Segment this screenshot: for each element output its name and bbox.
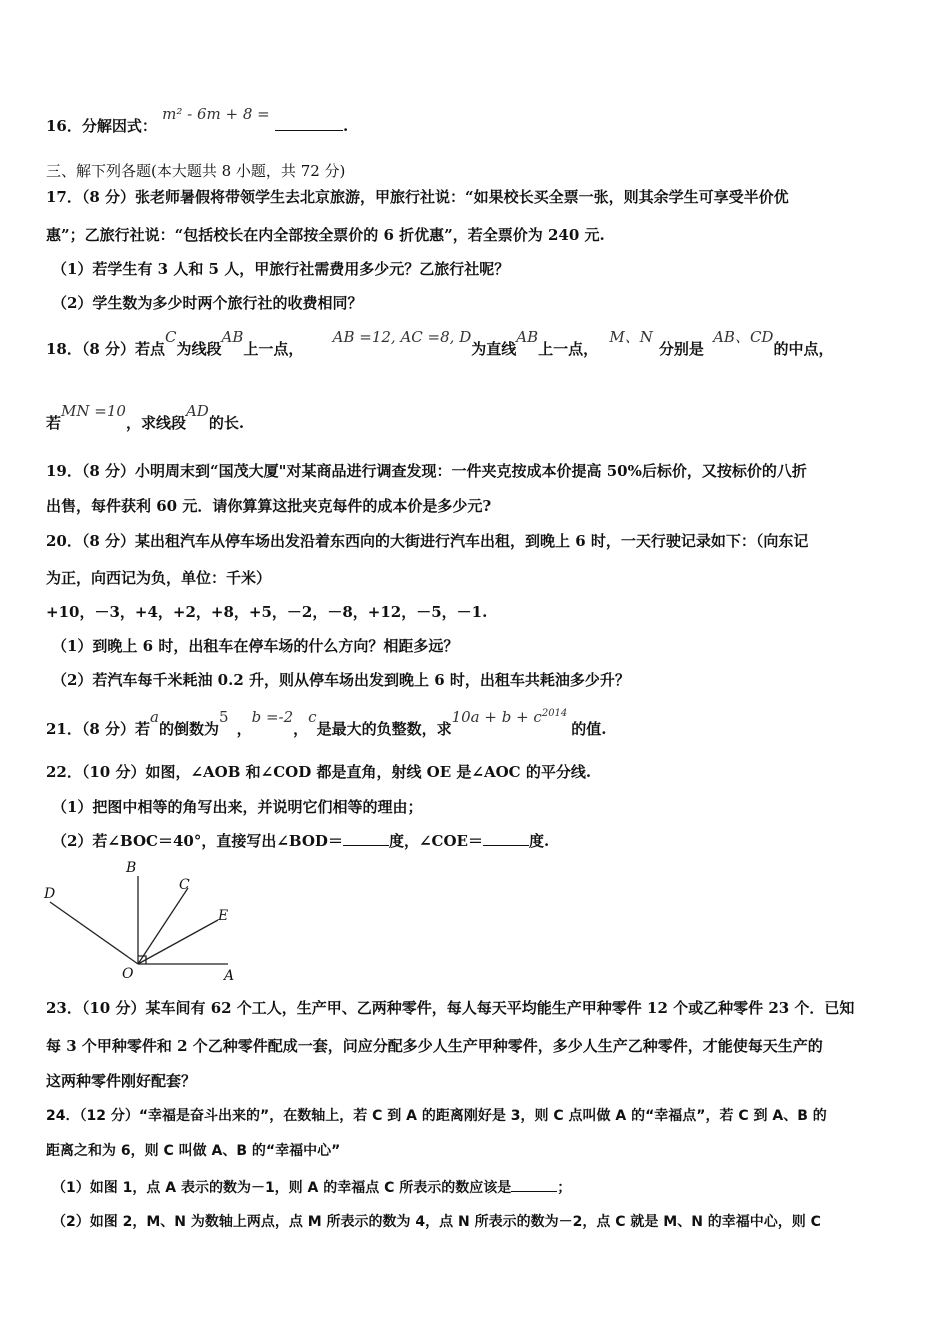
q18-text-6: 分别是 xyxy=(658,340,704,358)
q21-text-6: 的值. xyxy=(571,720,607,738)
q18-segment-ad: AD xyxy=(185,402,209,420)
q20-line-2: 为正，向西记为负，单位：千米） xyxy=(46,569,272,587)
q17-line-1: 17．（8 分）张老师暑假将带领学生去北京旅游，甲旅行社说：“如果校长买全票一张，则其余学生可享受半价优 xyxy=(46,188,789,206)
q16-line xyxy=(46,105,349,136)
q21-expression xyxy=(452,708,568,726)
q18-segment-ab: AB xyxy=(221,328,244,346)
q16-label: 16．分解因式： xyxy=(46,117,157,135)
q19-line-1: 19．（8 分）小明周末到“国茂大厦"对某商品进行调查发现：一件夹克按成本价提高 50%后标价，又按标价的八折 xyxy=(46,462,807,480)
q21-var-c: c xyxy=(308,708,317,726)
q21-text-3: ， xyxy=(236,720,252,738)
q18-text-7: 的中点， xyxy=(773,340,834,358)
ray-oe xyxy=(138,920,218,964)
label-a: A xyxy=(224,968,235,983)
q20-line-1: 20．（8 分）某出租汽车从停车场出发沿着东西向的大街进行汽车出租，到晚上 6 时，一天行驶记录如下：（向东记 xyxy=(46,532,809,550)
q21-expression-base: 10a + b + c xyxy=(451,708,542,726)
q21-text-5: 是最大的负整数，求 xyxy=(316,720,452,738)
q22-sub-2-text-a: （2）若∠BOC＝40°，直接写出∠BOD＝ xyxy=(52,832,343,850)
q22-line-1: 22．（10 分）如图，∠AOB 和∠COD 都是直角，射线 OE 是∠AOC 的平分线. xyxy=(46,763,592,781)
q23-line-3: 这两种零件刚好配套？ xyxy=(46,1072,197,1090)
q17-sub-2: （2）学生数为多少时两个旅行社的收费相同？ xyxy=(52,294,363,312)
q18-text-4: 为直线 xyxy=(471,340,517,358)
q17-line-2: 惠”；乙旅行社说：“包括校长在内全部按全票价的 6 折优惠”，若全票价为 240 元. xyxy=(46,226,605,244)
q22-sub-2-text-b: 度，∠COE＝ xyxy=(388,832,483,850)
q18-points-mn: M、N xyxy=(609,328,653,346)
q21-var-a: a xyxy=(150,708,159,726)
q23-line-1: 23．（10 分）某车间有 62 个工人，生产甲、乙两种零件，每人每天平均能生产甲种零件 12 个或乙种零件 23 个．已知 xyxy=(46,999,855,1017)
label-b: B xyxy=(126,860,137,876)
q18-given-lengths: AB =12, AC =8, D xyxy=(332,328,472,346)
q24-happy-point-blank[interactable] xyxy=(511,1177,557,1192)
q22-sub-2 xyxy=(52,831,549,851)
q18-mn-length: MN =10 xyxy=(61,402,126,420)
q19-line-2: 出售，每件获利 60 元．请你算算这批夹克每件的成本价是多少元? xyxy=(46,497,492,515)
ray-oc xyxy=(138,888,188,964)
q22-coe-blank[interactable] xyxy=(483,831,529,846)
q18-text-9: ，求线段 xyxy=(125,414,186,432)
q18-text-5: 上一点， xyxy=(538,340,599,358)
q21-expression-exponent: 2014 xyxy=(541,708,568,719)
q18-point-c: C xyxy=(165,328,177,346)
q18-line-ab: AB xyxy=(516,328,539,346)
q22-bod-blank[interactable] xyxy=(343,831,389,846)
q16-period: . xyxy=(342,117,349,135)
q23-line-2: 每 3 个甲种零件和 2 个乙种零件配成一套，问应分配多少人生产甲种零件，多少人生产乙种零件，才能使每天生产的 xyxy=(46,1037,823,1055)
q22-sub-2-text-c: 度. xyxy=(528,832,550,850)
q16-expression: m² - 6m + 8 = xyxy=(162,105,270,123)
q16-answer-blank[interactable] xyxy=(275,116,343,131)
label-c: C xyxy=(179,877,190,893)
q24-sub-1 xyxy=(52,1177,571,1198)
q18-text-1: 18．（8 分）若点 xyxy=(46,340,166,358)
q22-angle-figure xyxy=(40,858,250,983)
q21-line xyxy=(46,708,607,739)
q20-records: +10，－3，+4，+2，+8，+5，－2，－8，+12，－5，－1. xyxy=(46,603,488,621)
label-o: O xyxy=(122,966,134,982)
q18-segments-ab-cd: AB、CD xyxy=(713,328,774,346)
q21-text-2: 的倒数为 xyxy=(159,720,220,738)
q20-sub-1: （1）到晚上 6 时，出租车在停车场的什么方向？相距多远？ xyxy=(52,637,459,655)
q22-sub-1: （1）把图中相等的角写出来，并说明它们相等的理由； xyxy=(52,798,423,816)
q18-text-2: 为线段 xyxy=(176,340,222,358)
q24-line-2: 距离之和为 6，则 C 叫做 A、B 的“幸福中心” xyxy=(46,1143,341,1159)
q18-line-1 xyxy=(46,328,834,359)
q17-sub-1: （1）若学生有 3 人和 5 人，甲旅行社需费用多少元？乙旅行社呢？ xyxy=(52,260,510,278)
q24-sub-1-end: ； xyxy=(557,1180,572,1196)
q20-sub-2: （2）若汽车每千米耗油 0.2 升，则从停车场出发到晚上 6 时，出租车共耗油多少升？ xyxy=(52,671,630,689)
label-e: E xyxy=(218,908,229,924)
q21-text-4: ， xyxy=(293,720,309,738)
section-3-heading: 三、解下列各题(本大题共 8 小题，共 72 分) xyxy=(46,162,346,180)
q21-text-1: 21．（8 分）若 xyxy=(46,720,151,738)
label-d: D xyxy=(44,886,56,902)
q24-sub-2: （2）如图 2，M、N 为数轴上两点，点 M 所表示的数为 4，点 N 所表示的数为－2，点 C 就是 M、N 的幸福中心，则 C xyxy=(52,1214,821,1230)
q24-line-1: 24．（12 分）“幸福是奋斗出来的”，在数轴上，若 C 到 A 的距离刚好是 3，则 C 点叫做 A 的“幸福点”，若 C 到 A、B 的 xyxy=(46,1108,827,1124)
ray-od xyxy=(50,902,138,964)
q24-sub-1-text: （1）如图 1，点 A 表示的数为－1，则 A 的幸福点 C 所表示的数应该是 xyxy=(52,1180,512,1196)
q18-text-10: 的长. xyxy=(208,414,245,432)
q18-text-8: 若 xyxy=(46,414,62,432)
q21-b-value: b =-2 xyxy=(251,708,294,726)
q18-line-2 xyxy=(46,402,245,433)
q18-text-3: 上一点， xyxy=(243,340,304,358)
q21-value-5: 5 xyxy=(219,708,229,726)
